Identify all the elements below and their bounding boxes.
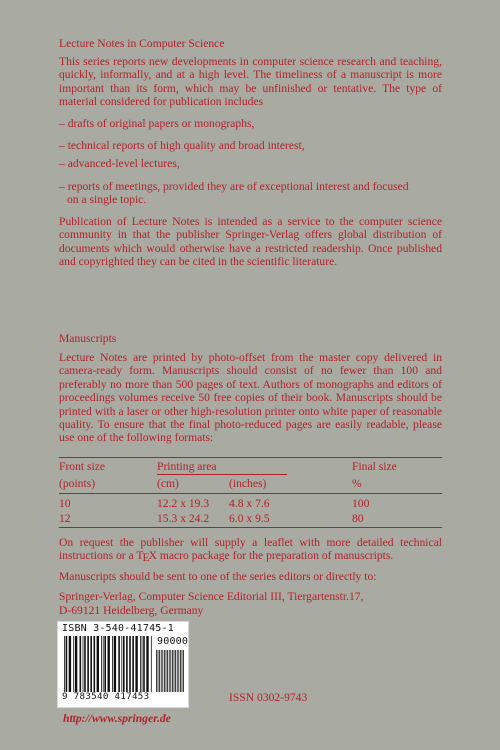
barcode-bar [69,636,71,692]
barcode-bar [75,636,77,692]
list-item-text: – drafts of original papers or monographs, [59,117,255,130]
row-final: 100 [352,497,370,510]
send-to-line: Manuscripts should be sent to one of the series editors or directly to: [59,570,377,583]
barcode-bar [80,636,82,692]
row-inches: 6.0 x 9.5 [229,512,270,525]
series-title: Lecture Notes in Computer Science [59,37,225,50]
request-text-end: macro package for the preparation of manuscripts. [156,549,394,563]
barcode-bar [182,650,183,692]
header-printing-area: Printing area [157,460,217,473]
list-item-text: – advanced-level lectures, [59,157,180,170]
barcode-bar [161,650,162,692]
barcode-bar [104,636,106,692]
tex-logo: TEX [136,549,157,565]
barcode-bar [118,636,120,692]
barcode-bar [101,636,102,692]
table-header-rule [59,493,442,494]
barcode-bar [135,636,137,692]
barcode-bar [87,636,89,692]
header-inches: (inches) [229,477,267,490]
barcode-bar [167,650,168,692]
barcode-bar [175,650,176,692]
issn-number: ISSN 0302-9743 [229,691,308,704]
barcode-bar [108,636,110,692]
publisher-url[interactable]: http://www.springer.de [63,712,171,725]
barcode-isbn: ISBN 3-540-41745-1 [62,623,174,634]
barcode-bar [132,636,134,692]
barcode-bar [126,636,128,692]
header-percent: % [352,477,362,490]
address-line-2: D-69121 Heidelberg, Germany [59,604,204,617]
barcode-bar [97,636,99,692]
list-item [59,157,442,170]
barcode-bar [84,636,86,692]
barcode-bar [180,650,181,692]
barcode-bar [112,636,113,692]
barcode-bar [90,636,92,692]
barcode-bar [164,650,165,692]
barcode-bar [94,636,96,692]
row-final: 80 [352,512,364,525]
list-item-text: – technical reports of high quality and broad interest, [59,139,305,152]
barcode-bar [174,650,175,692]
barcode-bar [123,636,125,692]
barcode-bar [169,650,170,692]
barcode-price-code: 90000 [157,636,189,647]
barcode-bar [172,650,173,692]
row-inches: 4.8 x 7.6 [229,497,270,510]
barcode-bar [114,636,116,692]
printing-area-rule [157,474,287,475]
barcode-bar [73,636,74,692]
barcode-bar [177,650,178,692]
barcode-bar [158,650,159,692]
list-item [59,139,442,152]
table-bottom-rule [59,527,442,528]
list-item [59,180,442,207]
barcode-bar [166,650,167,692]
row-cm: 15.3 x 24.2 [157,512,210,525]
list-item-continuation: on a single topic. [67,193,147,207]
barcode-bar [170,650,171,692]
row-font-size: 10 [59,497,71,510]
barcode-bar [83,636,84,692]
request-paragraph [59,536,442,563]
barcode-bar [140,636,141,692]
row-font-size: 12 [59,512,71,525]
barcode-bar [129,636,131,692]
barcode-bar [159,650,160,692]
barcode-bar [64,636,65,692]
header-cm: (cm) [157,477,179,490]
barcode-bar [142,636,143,692]
address-line-1: Springer-Verlag, Computer Science Editorial III, Tiergartenstr.17, [59,590,364,603]
barcode-bar [121,636,122,692]
row-cm: 12.2 x 19.3 [157,497,210,510]
table-top-rule [59,457,442,458]
barcode-ean-digits: 9 783540 417453 [62,691,150,702]
header-final-size: Final size [352,460,397,473]
header-points: (points) [59,477,96,490]
barcode-bar [146,636,148,692]
barcode-bar [156,650,157,692]
manuscripts-paragraph: Lecture Notes are printed by photo-offset from the master copy delivered in camera-ready form. Manuscripts should consist of no fewer than 100 and preferably no more than 500 pages of text. Authors of monographs and editors of proceedings volumes receive 50 free copies of their book. Manuscripts should be printed with a laser or other high-resolution printer onto white paper of reasonable quality. To ensure that the final photo-reduced pages are easily readable, please use one of the following formats: [59,351,442,445]
manuscripts-title: Manuscripts [59,332,117,345]
barcode-bar [151,636,152,692]
series-intro: This series reports new developments in computer science research and teaching, quickly, informally, and at a high level. The timeliness of a manuscript is more important than its form, which may be unfinished or tentative. The type of material considered for publication includes [59,55,442,109]
publication-paragraph: Publication of Lecture Notes is intended as a service to the computer science community in that the publisher Springer-Verlag offers global distribution of documents which would otherwise have a restricted readership. Once published and copyrighted they can be cited in the scientific literature. [59,215,442,269]
request-text: On request the publisher will supply a leaflet with more detailed technical instructions or a [59,536,442,563]
list-item-text: – reports of meetings, provided they are of exceptional interest and focused [59,180,409,193]
header-font-size: Front size [59,460,106,473]
barcode-bar [103,636,104,692]
barcode-bar [178,650,179,692]
barcode-bar [162,650,163,692]
barcode-bar [143,636,145,692]
barcode-bar [66,636,68,692]
list-item [59,117,442,130]
barcode-bar [183,650,184,692]
